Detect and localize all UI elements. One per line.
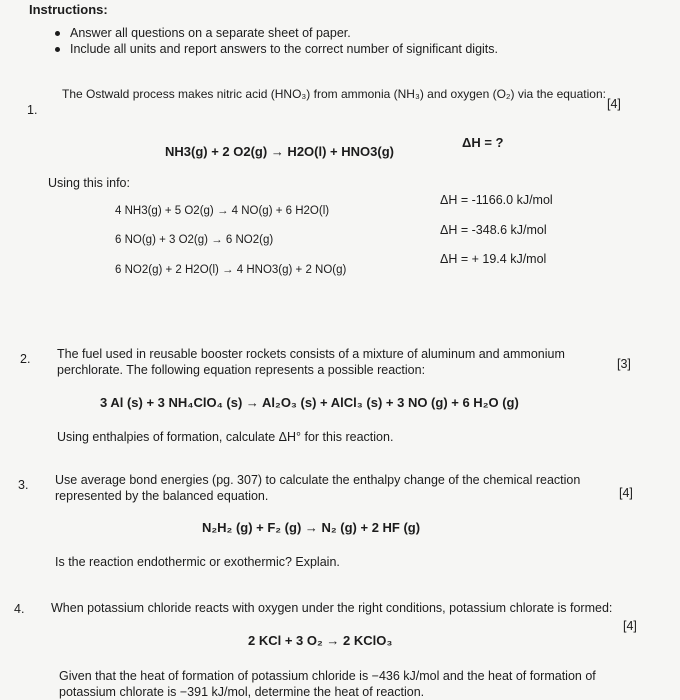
question-3-text-line2: represented by the balanced equation. (55, 489, 269, 503)
question-2-text-line1: The fuel used in reusable booster rockets consists of a mixture of aluminum and ammonium (57, 347, 565, 361)
question-1-text: The Ostwald process makes nitric acid (HNO₃) from ammonia (NH₃) and oxygen (O₂) via the equation: (62, 87, 606, 101)
question-number: 3. (18, 478, 29, 492)
question-1-step-equation: 6 NO2(g) + 2 H2O(l) → 4 HNO3(g) + 2 NO(g) (115, 264, 347, 276)
question-4-given-line1: Given that the heat of formation of potassium chloride is −436 kJ/mol and the heat of formation of (59, 669, 596, 683)
question-3-text-line1: Use average bond energies (pg. 307) to calculate the enthalpy change of the chemical reaction (55, 473, 581, 487)
question-1-step-enthalpy: ΔH = -348.6 kJ/mol (440, 223, 547, 237)
bullet-icon (55, 31, 60, 36)
question-2-marks: [3] (617, 357, 631, 371)
question-4-marks: [4] (623, 619, 637, 633)
question-number: 1. (27, 103, 38, 117)
question-1-step-equation: 6 NO(g) + 3 O2(g) → 6 NO2(g) (115, 234, 274, 246)
question-number: 2. (20, 352, 31, 366)
instructions-heading: Instructions: (29, 2, 108, 17)
bullet-icon (55, 47, 60, 52)
question-1-step-enthalpy: ΔH = + 19.4 kJ/mol (440, 252, 547, 266)
instruction-item: Answer all questions on a separate sheet of paper. (55, 26, 351, 41)
question-4-text: When potassium chloride reacts with oxygen under the right conditions, potassium chlorate is formed: (51, 601, 613, 615)
question-1-main-equation: NH3(g) + 2 O2(g) → H2O(l) + HNO3(g) (165, 144, 394, 159)
question-2-equation: 3 Al (s) + 3 NH₄ClO₄ (s) → Al₂O₃ (s) + AlCl₃ (s) + 3 NO (g) + 6 H₂O (g) (100, 395, 519, 410)
question-1-step-equation: 4 NH3(g) + 5 O2(g) → 4 NO(g) + 6 H2O(l) (115, 205, 330, 217)
question-1-main-enthalpy: ΔH = ? (462, 135, 504, 150)
question-2-instruction: Using enthalpies of formation, calculate ΔH° for this reaction. (57, 430, 394, 444)
question-4-given-line2: potassium chlorate is −391 kJ/mol, determine the heat of reaction. (59, 685, 425, 699)
question-number: 4. (14, 602, 25, 616)
question-4-equation: 2 KCl + 3 O₂ → 2 KClO₃ (248, 633, 393, 648)
instruction-item: Include all units and report answers to the correct number of significant digits. (55, 42, 498, 57)
question-2-text-line2: perchlorate. The following equation represents a possible reaction: (57, 363, 426, 377)
question-3-equation: N₂H₂ (g) + F₂ (g) → N₂ (g) + 2 HF (g) (202, 520, 421, 535)
question-1-marks: [4] (607, 97, 621, 111)
question-1-step-enthalpy: ΔH = -1166.0 kJ/mol (440, 193, 553, 207)
question-3-marks: [4] (619, 486, 633, 500)
question-3-followup: Is the reaction endothermic or exothermic? Explain. (55, 555, 340, 569)
question-1-using-label: Using this info: (48, 176, 130, 190)
